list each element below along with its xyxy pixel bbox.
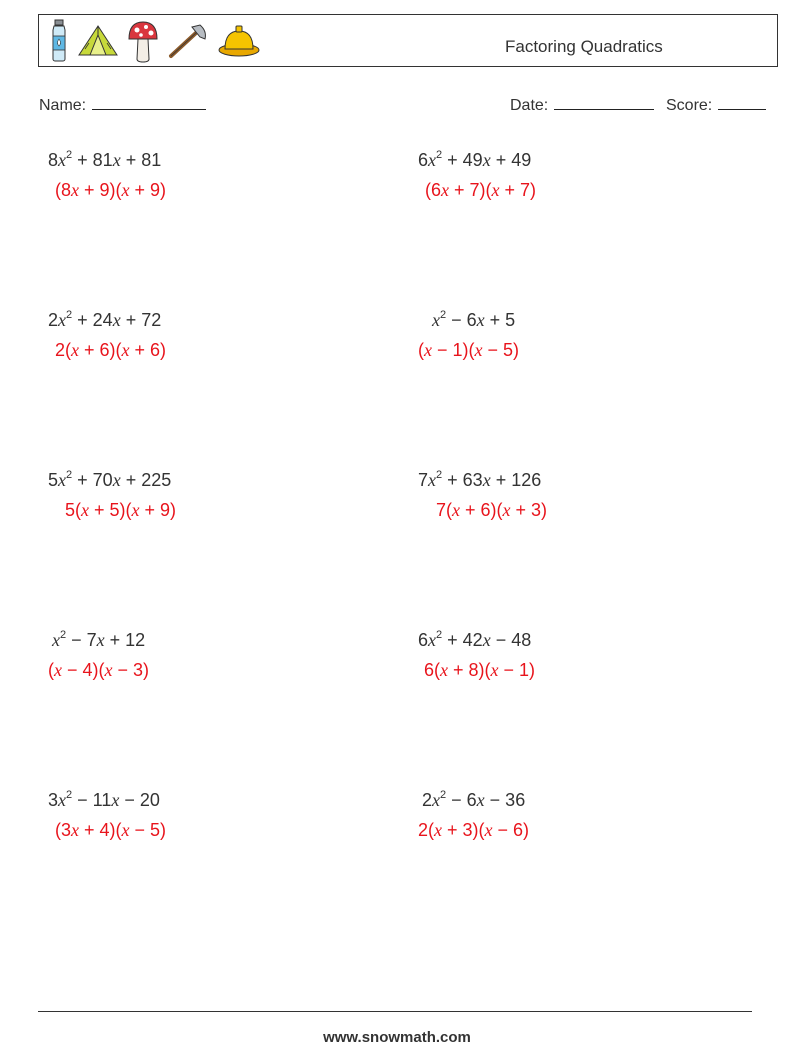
name-label: Name:	[39, 97, 87, 114]
variable-x: x	[491, 180, 500, 200]
variable-x: x	[502, 500, 511, 520]
expression-text: − 4)(	[62, 660, 105, 680]
camping-helmet-icon	[217, 23, 261, 59]
expression-text: + 5	[484, 310, 516, 330]
expression-text: + 4)(	[79, 820, 122, 840]
worksheet-title: Factoring Quadratics	[505, 37, 663, 56]
expression-text: 7	[418, 470, 429, 490]
variable-x: x	[71, 180, 80, 200]
expression-text: (3	[55, 820, 72, 840]
expression-text: − 5)	[129, 820, 167, 840]
exponent: 2	[60, 629, 67, 641]
expression-text: 2(	[55, 340, 72, 360]
expression-text: + 6)(	[460, 500, 503, 520]
problem-7-question	[52, 630, 145, 651]
expression-text: 2	[422, 790, 433, 810]
variable-x: x	[428, 470, 437, 490]
variable-x: x	[484, 820, 493, 840]
expression-text: + 3)	[510, 500, 548, 520]
expression-text: + 126	[490, 470, 542, 490]
expression-text: + 49	[490, 150, 532, 170]
exponent: 2	[436, 469, 443, 481]
expression-text: + 49	[442, 150, 483, 170]
expression-text: + 6)	[129, 340, 167, 360]
variable-x: x	[476, 310, 485, 330]
variable-x: x	[96, 630, 105, 650]
variable-x: x	[476, 790, 485, 810]
problem-3-answer	[55, 340, 166, 361]
variable-x: x	[71, 820, 80, 840]
footer-website: www.snowmath.com	[323, 1029, 471, 1046]
variable-x: x	[81, 500, 90, 520]
variable-x: x	[121, 180, 130, 200]
variable-x: x	[428, 150, 437, 170]
variable-x: x	[482, 630, 491, 650]
expression-text: 6(	[424, 660, 441, 680]
expression-text: 2(	[418, 820, 435, 840]
expression-text: − 3)	[112, 660, 150, 680]
variable-x: x	[58, 150, 67, 170]
problem-9-answer	[55, 820, 166, 841]
variable-x: x	[112, 470, 121, 490]
expression-text: − 6	[446, 790, 477, 810]
name-field	[39, 93, 206, 115]
expression-text: − 6	[446, 310, 477, 330]
exponent: 2	[66, 789, 73, 801]
problem-1-answer	[55, 180, 166, 201]
expression-text: − 6)	[492, 820, 530, 840]
variable-x: x	[58, 310, 67, 330]
expression-text: 3	[48, 790, 59, 810]
expression-text: + 225	[120, 470, 172, 490]
variable-x: x	[432, 790, 441, 810]
variable-x: x	[112, 310, 121, 330]
variable-x: x	[121, 820, 130, 840]
expression-text: + 8)(	[448, 660, 491, 680]
axe-icon	[167, 23, 209, 59]
variable-x: x	[121, 340, 130, 360]
variable-x: x	[432, 310, 440, 330]
expression-text: − 7	[66, 630, 97, 650]
expression-text: 2	[48, 310, 59, 330]
variable-x: x	[434, 820, 443, 840]
expression-text: 7(	[436, 500, 453, 520]
expression-text: (	[48, 660, 54, 680]
exponent: 2	[66, 309, 73, 321]
problem-5-answer	[65, 500, 176, 521]
variable-x: x	[104, 660, 113, 680]
exponent: 2	[436, 149, 443, 161]
expression-text: + 9)	[129, 180, 167, 200]
name-blank[interactable]	[92, 93, 206, 110]
variable-x: x	[111, 790, 120, 810]
expression-text: (8	[55, 180, 72, 200]
problem-8-question	[418, 630, 531, 651]
expression-text: 6	[418, 630, 429, 650]
expression-text: (6	[425, 180, 442, 200]
expression-text: − 1)	[498, 660, 536, 680]
problem-4-question	[432, 310, 515, 331]
problem-10-question	[422, 790, 525, 811]
problem-5-question	[48, 470, 171, 491]
expression-text: 5	[48, 470, 59, 490]
variable-x: x	[428, 630, 437, 650]
exponent: 2	[440, 789, 447, 801]
expression-text: + 6)(	[79, 340, 122, 360]
expression-text: + 9)(	[79, 180, 122, 200]
expression-text: − 5)	[482, 340, 520, 360]
expression-text: 6	[418, 150, 429, 170]
mushroom-icon	[127, 19, 159, 63]
expression-text: − 20	[119, 790, 160, 810]
variable-x: x	[440, 660, 449, 680]
problem-4-answer	[418, 340, 519, 361]
variable-x: x	[52, 630, 60, 650]
variable-x: x	[58, 470, 67, 490]
expression-text: + 42	[442, 630, 483, 650]
expression-text: − 36	[484, 790, 526, 810]
expression-text: + 3)(	[442, 820, 485, 840]
variable-x: x	[482, 150, 491, 170]
score-blank[interactable]	[718, 93, 766, 110]
exponent: 2	[66, 149, 73, 161]
variable-x: x	[58, 790, 67, 810]
expression-text: + 24	[72, 310, 113, 330]
variable-x: x	[71, 340, 80, 360]
exponent: 2	[440, 309, 447, 321]
variable-x: x	[112, 150, 121, 170]
date-label: Date:	[510, 97, 549, 114]
expression-text: + 81	[120, 150, 162, 170]
footer-divider	[38, 1011, 752, 1012]
variable-x: x	[482, 470, 491, 490]
problem-1-question	[48, 150, 161, 171]
variable-x: x	[54, 660, 62, 680]
water-bottle-icon	[49, 19, 69, 63]
score-field	[666, 93, 766, 115]
problem-8-answer	[424, 660, 535, 681]
variable-x: x	[441, 180, 450, 200]
expression-text: + 7)	[499, 180, 537, 200]
problem-3-question	[48, 310, 161, 331]
header-icons	[49, 19, 261, 63]
variable-x: x	[131, 500, 140, 520]
expression-text: 5(	[65, 500, 82, 520]
expression-text: − 1)(	[432, 340, 475, 360]
expression-text: − 48	[490, 630, 532, 650]
variable-x: x	[424, 340, 432, 360]
variable-x: x	[490, 660, 499, 680]
expression-text: (	[418, 340, 424, 360]
problem-2-answer	[425, 180, 536, 201]
date-blank[interactable]	[554, 93, 654, 110]
exponent: 2	[436, 629, 443, 641]
worksheet-header	[38, 14, 778, 67]
problem-7-answer	[48, 660, 149, 681]
problem-6-answer	[436, 500, 547, 521]
problem-2-question	[418, 150, 531, 171]
problem-6-question	[418, 470, 541, 491]
variable-x: x	[474, 340, 483, 360]
expression-text: + 70	[72, 470, 113, 490]
expression-text: + 5)(	[89, 500, 132, 520]
expression-text: + 9)	[139, 500, 177, 520]
expression-text: + 7)(	[449, 180, 492, 200]
expression-text: 8	[48, 150, 59, 170]
score-label: Score:	[666, 97, 713, 114]
date-field	[510, 93, 654, 115]
expression-text: + 72	[120, 310, 162, 330]
expression-text: + 81	[72, 150, 113, 170]
expression-text: + 12	[104, 630, 146, 650]
expression-text: − 11	[72, 790, 112, 810]
tent-icon	[77, 23, 119, 59]
expression-text: + 63	[442, 470, 483, 490]
problem-10-answer	[418, 820, 529, 841]
exponent: 2	[66, 469, 73, 481]
problem-9-question	[48, 790, 160, 811]
variable-x: x	[452, 500, 461, 520]
